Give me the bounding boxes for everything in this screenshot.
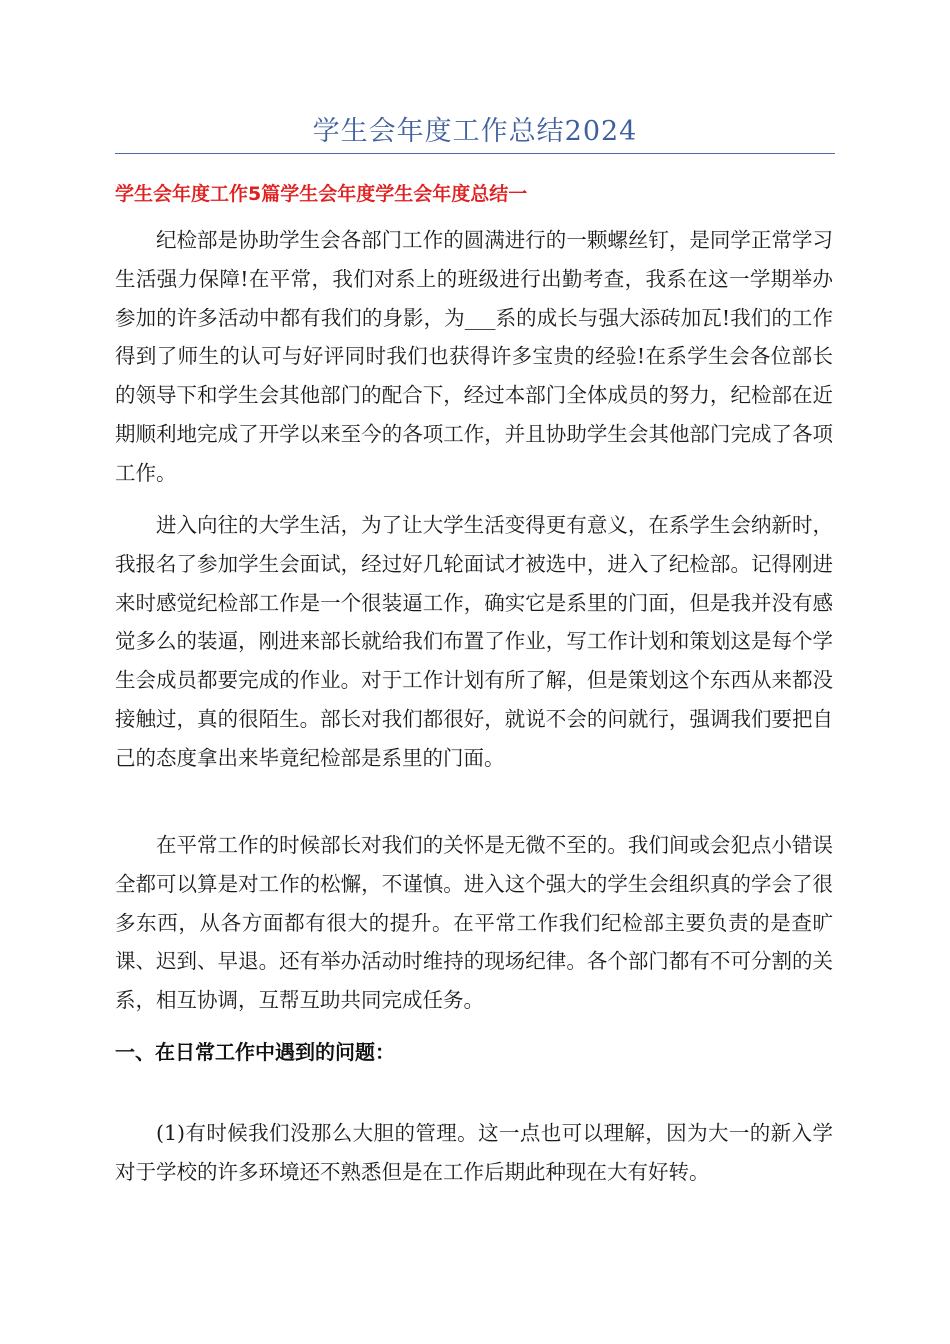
body-paragraph-2: 进入向往的大学生活，为了让大学生活变得更有意义，在系学生会纳新时，我报名了参加学生会面试，经过好几轮面试才被选中，进入了纪检部。记得刚进来时感觉纪检部工作是一个很装逼工作，确实它是系里的门面，但是我并没有感觉多么的装逼，刚进来部长就给我们布置了作业，写工作计划和策划这是每个学生会成员都要完成的作业。对于工作计划有所了解，但是策划这个东西从来都没接触过，真的很陌生。部长对我们都很好，就说不会的问就行，强调我们要把自己的态度拿出来毕竟纪检部是系里的门面。 — [115, 513, 833, 770]
section-subtitle: 学生会年度工作5篇学生会年度学生会年度总结一 — [115, 183, 528, 205]
body-paragraph-3: 在平常工作的时候部长对我们的关怀是无微不至的。我们间或会犯点小错误全都可以算是对工作的松懈，不谨慎。进入这个强大的学生会组织真的学会了很多东西，从各方面都有很大的提升。在平常工作我们纪检部主要负责的是查旷课、迟到、早退。还有举办活动时维持的现场纪律。各个部门都有不可分割的关系，相互协调，互帮互助共同完成任务。 — [115, 833, 833, 1013]
section-heading: 一、在日常工作中遇到的问题： — [115, 1040, 395, 1064]
section-paragraph: (1)有时候我们没那么大胆的管理。这一点也可以理解，因为大一的新入学对于学校的许多环境还不熟悉但是在工作后期此种现在大有好转。 — [115, 1121, 833, 1184]
title-underline-divider — [115, 153, 835, 154]
body-paragraph-1: 纪检部是协助学生会各部门工作的圆满进行的一颗螺丝钉，是同学正常学习生活强力保障!在平常，我们对系上的班级进行出勤考查，我系在这一学期举办参加的许多活动中都有我们的身影，为___系的成长与强大添砖加瓦!我们的工作得到了师生的认可与好评同时我们也获得许多宝贵的经验!在系学生会各位部长的领导下和学生会其他部门的配合下，经过本部门全体成员的努力，纪检部在近期顺利地完成了开学以来至今的各项工作，并且协助学生会其他部门完成了各项工作。 — [115, 228, 833, 485]
document-title: 学生会年度工作总结2024 — [312, 116, 638, 147]
